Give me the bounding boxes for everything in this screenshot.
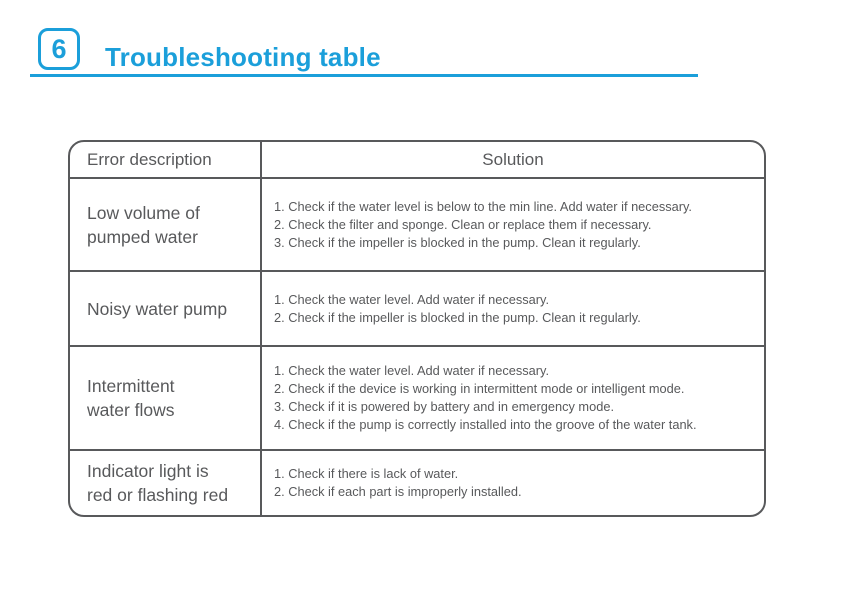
solution-line: 2. Check if the impeller is blocked in the pump. Clean it regularly. bbox=[274, 309, 641, 325]
solution-cell bbox=[262, 347, 764, 449]
solution-line: 1. Check the water level. Add water if necessary. bbox=[274, 363, 550, 378]
solution-line: 1. Check if there is lack of water. bbox=[274, 466, 459, 481]
solution-cell bbox=[262, 272, 764, 345]
solution-line: 4. Check if the pump is correctly installed into the groove of the water tank. bbox=[274, 417, 697, 432]
table-row bbox=[70, 177, 764, 270]
solution-line: 2. Check if the device is working in intermittent mode or intelligent mode. bbox=[274, 381, 685, 396]
solution-cell bbox=[262, 179, 764, 270]
error-cell bbox=[70, 347, 262, 449]
table-row bbox=[70, 270, 764, 345]
error-line: Low volume of bbox=[87, 202, 200, 223]
error-cell bbox=[70, 451, 262, 515]
header-solution: Solution bbox=[482, 149, 544, 169]
error-cell bbox=[70, 179, 262, 270]
error-line: Indicator light is bbox=[87, 461, 209, 481]
error-line: Intermittent bbox=[87, 376, 175, 396]
solution-line: 3. Check if the impeller is blocked in the pump. Clean it regularly. bbox=[274, 234, 641, 250]
solution-cell bbox=[262, 451, 764, 515]
solution-line: 1. Check if the water level is below to the min line. Add water if necessary. bbox=[274, 198, 692, 214]
error-cell bbox=[70, 272, 262, 345]
solution-line: 3. Check if it is powered by battery and in emergency mode. bbox=[274, 399, 614, 414]
error-line: water flows bbox=[87, 400, 175, 420]
header-error-description: Error description bbox=[70, 142, 262, 177]
table-header-row bbox=[70, 142, 764, 177]
solution-line: 2. Check the filter and sponge. Clean or replace them if necessary. bbox=[274, 216, 652, 232]
section-number-badge bbox=[38, 28, 80, 70]
error-line: red or flashing red bbox=[87, 485, 229, 505]
troubleshooting-table bbox=[68, 140, 766, 517]
solution-line: 2. Check if each part is improperly installed. bbox=[274, 484, 522, 499]
page-title: Troubleshooting table bbox=[105, 42, 381, 72]
title-underline bbox=[30, 74, 698, 77]
error-line: Noisy water pump bbox=[87, 298, 228, 319]
section-number: 6 bbox=[51, 33, 67, 64]
solution-line: 1. Check the water level. Add water if necessary. bbox=[274, 291, 550, 307]
table-row bbox=[70, 449, 764, 515]
table-row bbox=[70, 345, 764, 449]
error-line: pumped water bbox=[87, 226, 198, 247]
